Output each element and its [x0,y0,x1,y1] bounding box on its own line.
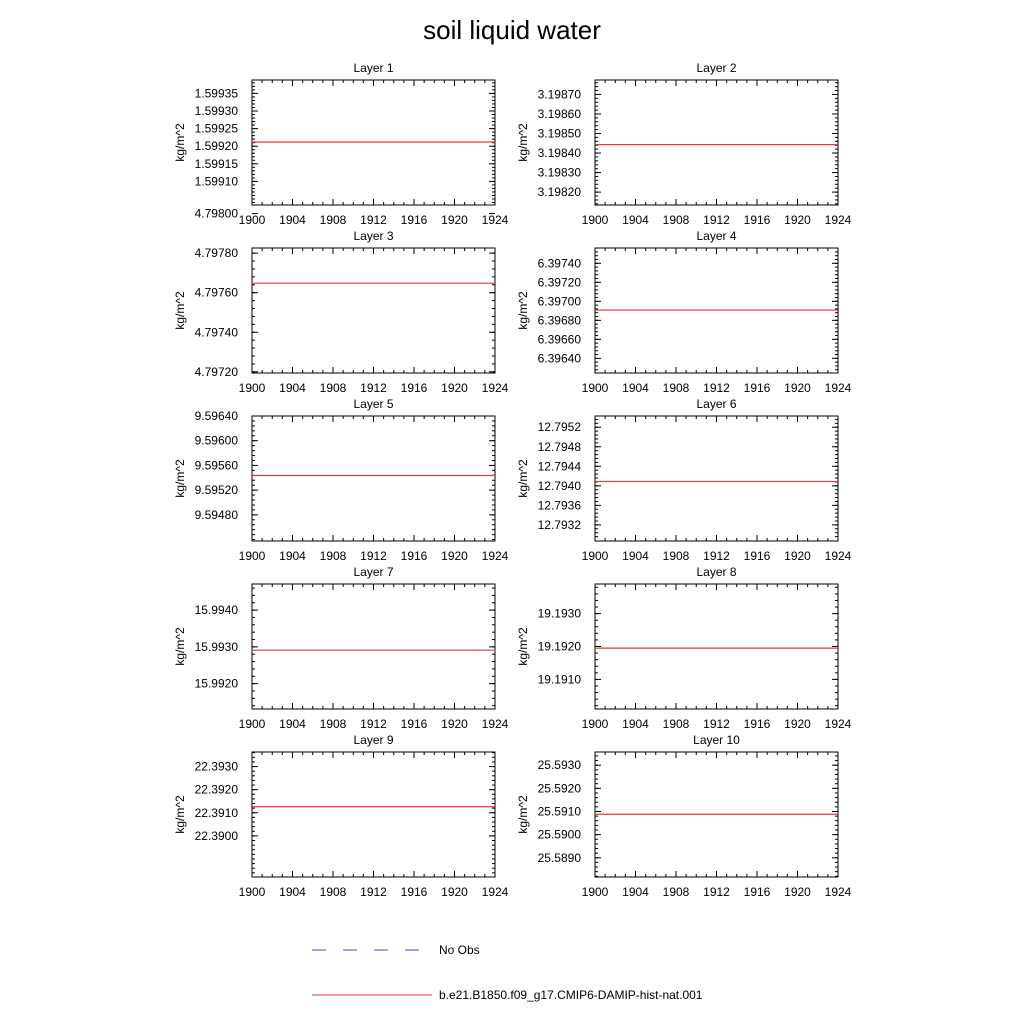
y-tick-label: 9.59560 [194,458,238,473]
x-tick-label: 1908 [662,549,690,563]
y-tick-label: 12.7948 [537,439,581,454]
x-tick-label: 1920 [784,885,811,899]
y-tick-label: 3.19870 [537,87,581,102]
y-axis-label-layer-9: kg/m^2 [173,795,187,834]
x-tick-label: 1900 [581,717,609,731]
x-tick-label: 1908 [662,381,690,395]
x-tick-label: 1908 [319,717,347,731]
y-tick-label: 1.59930 [194,103,238,118]
x-tick-label: 1900 [581,549,609,563]
x-tick-label: 1904 [622,381,649,395]
x-tick-label: 1900 [238,549,266,563]
y-tick-label: 22.3900 [194,828,238,843]
panel-title-layer-1: Layer 1 [353,61,394,75]
panel-title-layer-7: Layer 7 [353,565,394,579]
y-tick-label: 22.3930 [194,759,238,774]
x-tick-label: 1916 [400,549,428,563]
x-tick-label: 1908 [662,717,690,731]
x-tick-label: 1900 [238,885,266,899]
y-tick-label: 3.19820 [537,185,581,200]
y-tick-label: 12.7932 [537,517,581,532]
y-tick-label: 6.39720 [537,275,581,290]
x-tick-label: 1924 [481,213,509,227]
x-tick-label: 1920 [441,717,468,731]
x-tick-label: 1904 [622,549,649,563]
x-tick-label: 1908 [319,549,347,563]
y-tick-label: 3.19830 [537,165,581,180]
x-tick-label: 1904 [279,381,306,395]
x-tick-label: 1920 [784,549,811,563]
y-tick-label: 25.5890 [537,850,581,865]
x-tick-label: 1908 [319,213,347,227]
x-tick-label: 1924 [824,381,852,395]
x-tick-label: 1916 [400,717,428,731]
y-tick-label: 3.19840 [537,146,581,161]
y-tick-label: 4.79760 [194,285,238,300]
y-tick-label: 1.59935 [194,86,238,101]
x-tick-label: 1924 [481,549,509,563]
panel-title-layer-3: Layer 3 [353,229,394,243]
x-tick-label: 1912 [360,549,387,563]
y-tick-label: 12.7940 [537,478,581,493]
y-tick-label: 6.39700 [537,294,581,309]
x-tick-label: 1900 [581,381,609,395]
x-tick-label: 1920 [784,717,811,731]
y-tick-label: 9.59600 [194,433,238,448]
y-axis-label-layer-3: kg/m^2 [173,291,187,330]
y-axis-label-layer-8: kg/m^2 [516,627,530,666]
x-tick-label: 1912 [703,549,730,563]
y-tick-label: 12.7944 [537,459,581,474]
x-tick-label: 1924 [824,717,852,731]
x-tick-label: 1924 [824,885,852,899]
panel-title-layer-8: Layer 8 [696,565,737,579]
x-tick-label: 1900 [238,717,266,731]
y-axis-label-layer-6: kg/m^2 [516,459,530,498]
x-tick-label: 1924 [824,213,852,227]
y-tick-label: 6.39640 [537,351,581,366]
x-tick-label: 1912 [703,717,730,731]
x-tick-label: 1912 [703,381,730,395]
x-tick-label: 1908 [319,885,347,899]
y-axis-label-layer-2: kg/m^2 [516,123,530,162]
x-tick-label: 1912 [703,213,730,227]
x-tick-label: 1904 [622,717,649,731]
x-tick-label: 1924 [481,885,509,899]
y-axis-label-layer-7: kg/m^2 [173,627,187,666]
x-tick-label: 1908 [662,885,690,899]
x-tick-label: 1924 [481,381,509,395]
y-tick-label: 6.39680 [537,313,581,328]
y-tick-label: 4.79720 [194,364,238,379]
y-tick-label: 19.1920 [537,639,581,654]
y-axis-label-layer-4: kg/m^2 [516,291,530,330]
y-tick-label: 25.5930 [537,758,581,773]
panel-title-layer-10: Layer 10 [693,733,740,747]
y-tick-label: 1.59920 [194,139,238,154]
x-tick-label: 1912 [360,717,387,731]
y-tick-label: 15.9940 [194,603,238,618]
y-tick-label: 1.59915 [194,156,238,171]
y-tick-label: 6.39660 [537,332,581,347]
y-tick-label: 9.59520 [194,483,238,498]
y-tick-label: 9.59640 [194,409,238,423]
x-tick-label: 1904 [279,717,306,731]
y-tick-label: 3.19860 [537,106,581,121]
y-tick-label: 12.7936 [537,498,581,513]
figure-title: soil liquid water [423,15,601,45]
x-tick-label: 1920 [441,213,468,227]
x-tick-label: 1912 [360,213,387,227]
legend-label-model-run: b.e21.B1850.f09_g17.CMIP6-DAMIP-hist-nat.001 [439,988,703,1002]
panel-title-layer-9: Layer 9 [353,733,394,747]
x-tick-label: 1908 [662,213,690,227]
x-tick-label: 1920 [441,381,468,395]
x-tick-label: 1900 [581,213,609,227]
y-tick-label: 12.7952 [537,420,581,435]
x-tick-label: 1916 [400,885,428,899]
x-tick-label: 1904 [622,213,649,227]
x-tick-label: 1904 [622,885,649,899]
panel-title-layer-6: Layer 6 [696,397,737,411]
y-tick-label: 1.59910 [194,174,238,189]
x-tick-label: 1916 [743,381,771,395]
x-tick-label: 1912 [360,885,387,899]
x-tick-label: 1920 [784,213,811,227]
x-tick-label: 1900 [238,381,266,395]
y-tick-label: 4.79780 [194,246,238,261]
y-tick-label: 25.5910 [537,804,581,819]
x-tick-label: 1900 [238,213,266,227]
y-tick-label: 22.3910 [194,805,238,820]
y-tick-label: 6.39740 [537,256,581,271]
legend-label-no-obs: No Obs [439,943,480,957]
y-tick-label: 19.1910 [537,672,581,687]
x-tick-label: 1908 [319,381,347,395]
y-tick-label: 4.79800 [194,206,238,221]
panel-title-layer-2: Layer 2 [696,61,737,75]
panel-title-layer-5: Layer 5 [353,397,394,411]
x-tick-label: 1912 [360,381,387,395]
x-tick-label: 1916 [743,885,771,899]
y-tick-label: 25.5920 [537,781,581,796]
x-tick-label: 1900 [581,885,609,899]
y-tick-label: 15.9930 [194,639,238,654]
x-tick-label: 1916 [743,549,771,563]
x-tick-label: 1920 [784,381,811,395]
x-tick-label: 1924 [481,717,509,731]
y-axis-label-layer-1: kg/m^2 [173,123,187,162]
x-tick-label: 1904 [279,885,306,899]
y-axis-label-layer-5: kg/m^2 [173,459,187,498]
y-tick-label: 15.9920 [194,676,238,691]
x-tick-label: 1916 [743,213,771,227]
x-tick-label: 1904 [279,213,306,227]
x-tick-label: 1916 [400,213,428,227]
x-tick-label: 1912 [703,885,730,899]
y-axis-label-layer-10: kg/m^2 [516,795,530,834]
y-tick-label: 9.59480 [194,507,238,522]
panel-title-layer-4: Layer 4 [696,229,737,243]
y-tick-label: 1.59925 [194,121,238,136]
x-tick-label: 1904 [279,549,306,563]
x-tick-label: 1920 [441,885,468,899]
y-tick-label: 22.3920 [194,782,238,797]
x-tick-label: 1916 [743,717,771,731]
y-tick-label: 4.79740 [194,325,238,340]
y-tick-label: 19.1930 [537,606,581,621]
y-tick-label: 3.19850 [537,126,581,141]
x-tick-label: 1920 [441,549,468,563]
x-tick-label: 1924 [824,549,852,563]
y-tick-label: 25.5900 [537,827,581,842]
x-tick-label: 1916 [400,381,428,395]
